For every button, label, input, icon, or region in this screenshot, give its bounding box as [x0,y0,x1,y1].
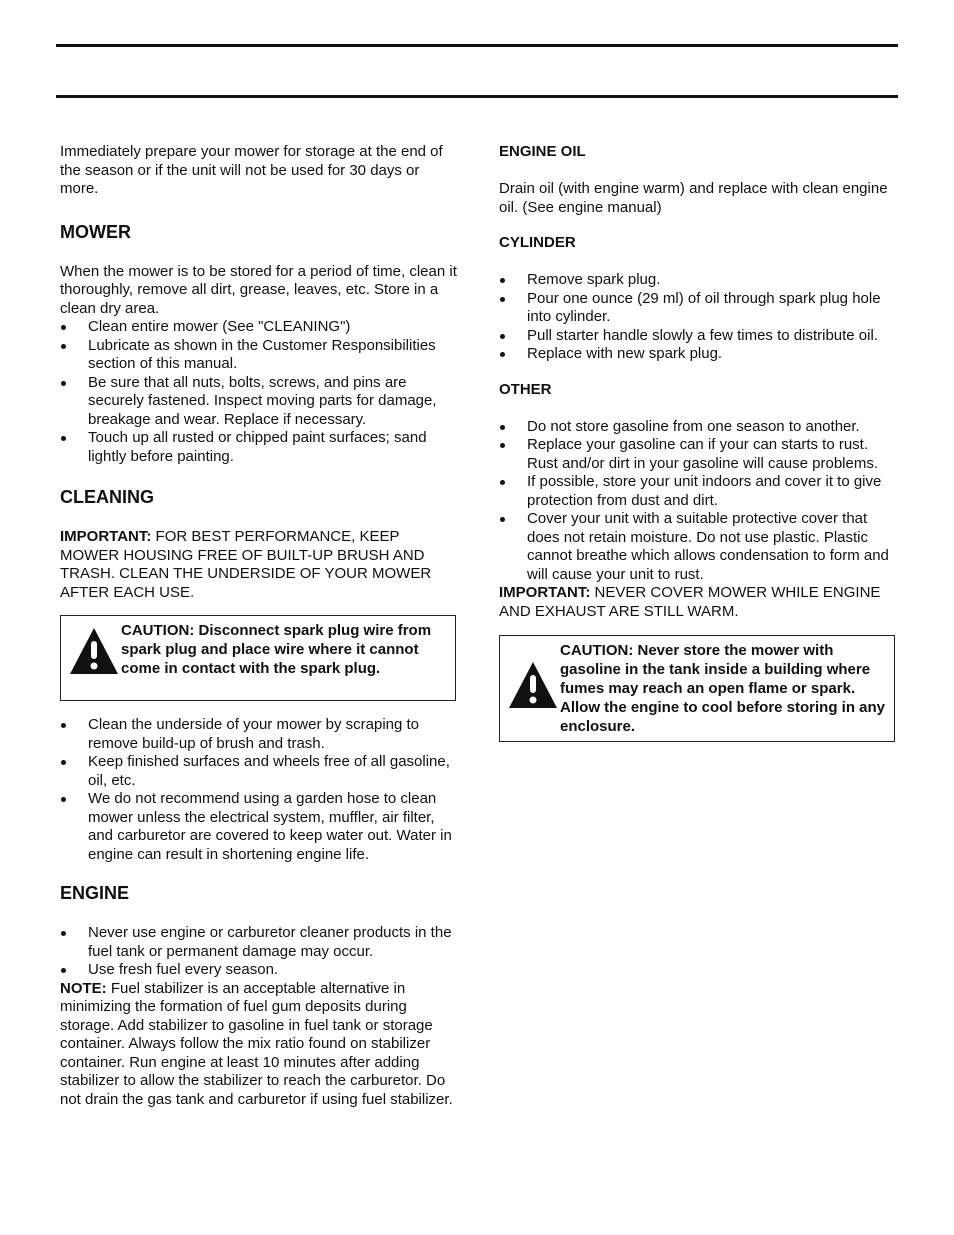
list-item: Be sure that all nuts, bolts, screws, and pins are securely fastened. Inspect moving parts for damage, breakage and wear. Replace if necessary. [60,374,458,430]
list-item: Replace your gasoline can if your can starts to rust. Rust and/or dirt in your gasoline will cause problems. [499,436,897,473]
mower-list [60,318,458,466]
right-column [499,143,897,742]
mower-heading: MOWER [60,221,131,242]
list-item: We do not recommend using a garden hose to clean mower unless the electrical system, muffler, air filter, and carburetor are covered to keep water out. Water in engine can result in shortening engine life. [60,790,458,864]
important-label: IMPORTANT: [499,584,591,601]
other-list [499,418,897,585]
list-item: Remove spark plug. [499,271,897,290]
caution-text: CAUTION: Disconnect spark plug wire from spark plug and place wire where it cannot come in contact with the spark plug. [121,622,432,677]
warning-triangle-icon [67,621,121,675]
note-text: Fuel stabilizer is an acceptable alternative in minimizing the formation of fuel gum deposits during storage. Add stabilizer to gasoline in fuel tank or storage container. Always follow the mix ratio found on stabilizer container. Run engine at least 10 minutes after adding stabilizer to allow the stabilizer to reach the carburetor. Do not drain the gas tank and carburetor if using fuel stabilizer. [60,979,453,1108]
mower-body: When the mower is to be stored for a period of time, clean it thoroughly, remove all dirt, grease, leaves, etc. Store in a clean dry area. [60,262,457,317]
other-important [499,584,897,621]
note-label: NOTE: [60,979,107,997]
important-text: FOR BEST PERFORMANCE, KEEP MOWER HOUSING FREE OF BUILT-UP BRUSH AND TRASH. CLEAN THE UNDERSIDE OF YOUR MOWER AFTER EACH USE. [60,528,432,601]
list-item: Lubricate as shown in the Customer Responsibilities section of this manual. [60,337,458,374]
intro-paragraph: Immediately prepare your mower for storage at the end of the season or if the unit will not be used for 30 days or more. [60,143,443,197]
cleaning-important [60,528,458,602]
header-rule-top [56,44,898,47]
cleaning-heading: CLEANING [60,487,154,507]
left-column [60,143,458,1109]
list-item: Clean entire mower (See "CLEANING") [60,318,458,337]
list-item: Pour one ounce (29 ml) of oil through spark plug hole into cylinder. [499,290,897,327]
list-item: Use fresh fuel every season. [60,961,458,980]
cylinder-list [499,271,897,364]
caution-box-spark-plug [60,615,456,701]
engine-oil-heading: ENGINE OIL [499,143,586,160]
list-item: Cover your unit with a suitable protective cover that does not retain moisture. Do not use plastic. Plastic cannot breathe which allows condensation to form and will cause your unit to rust. [499,510,897,584]
list-item: Touch up all rusted or chipped paint surfaces; sand lightly before painting. [60,429,458,466]
list-item: Never use engine or carburetor cleaner products in the fuel tank or permanent damage may occur. [60,924,458,961]
list-item: Do not store gasoline from one season to another. [499,418,897,437]
header-rule-bottom [56,95,898,98]
caution-text: CAUTION: Never store the mower with gasoline in the tank inside a building where fumes may reach an open flame or spark. Allow the engine to cool before storing in any enclosure. [560,642,886,735]
list-item: Clean the underside of your mower by scraping to remove build-up of brush and trash. [60,716,458,753]
important-label: IMPORTANT: [60,528,152,545]
list-item: Pull starter handle slowly a few times to distribute oil. [499,327,897,346]
caution-box-gasoline-storage [499,635,895,742]
list-item: Replace with new spark plug. [499,345,897,364]
list-item: Keep finished surfaces and wheels free of all gasoline, oil, etc. [60,753,458,790]
cleaning-list [60,716,458,864]
engine-list [60,924,458,980]
engine-note [60,980,458,1110]
list-item: If possible, store your unit indoors and cover it to give protection from dust and dirt. [499,473,897,510]
warning-triangle-icon [506,641,560,709]
engine-heading: ENGINE [60,883,130,903]
other-heading: OTHER [499,380,552,398]
engine-oil-body: Drain oil (with engine warm) and replace with clean engine oil. (See engine manual) [499,180,888,216]
important-text: NEVER COVER MOWER WHILE ENGINE AND EXHAUST ARE STILL WARM. [499,584,881,620]
cylinder-heading: CYLINDER [499,234,576,251]
